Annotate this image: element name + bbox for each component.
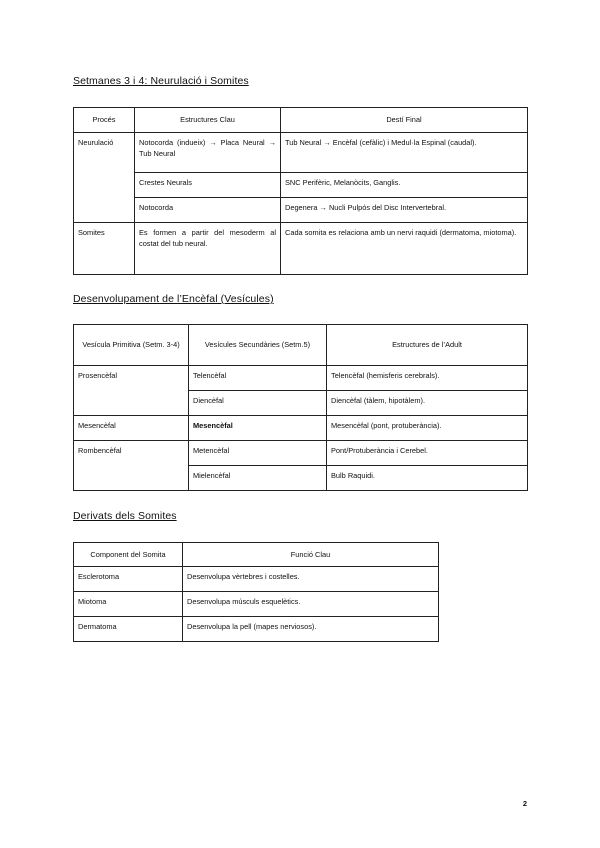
secondary-vesicle-cell: Metencèfal	[189, 441, 327, 466]
primary-vesicle-cell: Mesencèfal	[74, 416, 189, 441]
table-row	[74, 416, 528, 441]
primary-vesicle-cell: Rombencèfal	[74, 441, 189, 491]
table-row	[74, 133, 528, 173]
secondary-vesicle-cell: Diencèfal	[189, 391, 327, 416]
structure-cell: Crestes Neurals	[135, 173, 281, 198]
table-header-row	[74, 108, 528, 133]
column-header: Procés	[74, 108, 135, 133]
column-header: Estructures Clau	[135, 108, 281, 133]
table-row	[74, 441, 528, 466]
destiny-cell: Cada somita es relaciona amb un nervi raquidi (dermatoma, miotoma).	[281, 223, 528, 275]
section-heading-somite-derivatives: Derivats dels Somites	[73, 510, 177, 522]
process-cell: Neurulació	[74, 133, 135, 223]
structure-cell: Notocorda	[135, 198, 281, 223]
secondary-vesicle-cell: Telencèfal	[189, 366, 327, 391]
column-header: Funció Clau	[183, 543, 439, 567]
table-row	[74, 617, 439, 642]
function-cell: Desenvolupa músculs esquelètics.	[183, 592, 439, 617]
adult-structure-cell: Pont/Protuberància i Cerebel.	[327, 441, 528, 466]
secondary-vesicle-cell: Mesencèfal	[189, 416, 327, 441]
adult-structure-cell: Mesencèfal (pont, protuberància).	[327, 416, 528, 441]
secondary-vesicle-cell: Mielencèfal	[189, 466, 327, 491]
page-number: 2	[522, 799, 527, 808]
structure-cell: Notocorda (indueix) → Placa Neural → Tub Neural	[135, 133, 281, 173]
component-cell: Esclerotoma	[74, 567, 183, 592]
adult-structure-cell: Bulb Raquidi.	[327, 466, 528, 491]
table-row	[74, 173, 528, 198]
section-heading-brain-development: Desenvolupament de l’Encèfal (Vesícules)	[73, 293, 274, 305]
neurulation-table	[73, 107, 528, 275]
primary-vesicle-cell: Prosencèfal	[74, 366, 189, 416]
component-cell: Dermatoma	[74, 617, 183, 642]
column-header: Vesícules Secundàries (Setm.5)	[189, 325, 327, 366]
table-row	[74, 592, 439, 617]
destiny-cell: SNC Perifèric, Melanòcits, Ganglis.	[281, 173, 528, 198]
column-header: Component del Somita	[74, 543, 183, 567]
somite-derivatives-table	[73, 542, 439, 642]
function-cell: Desenvolupa vèrtebres i costelles.	[183, 567, 439, 592]
table-row	[74, 223, 528, 275]
table-header-row	[74, 325, 528, 366]
adult-structure-cell: Diencèfal (tàlem, hipotàlem).	[327, 391, 528, 416]
table-header-row	[74, 543, 439, 567]
table-row	[74, 198, 528, 223]
destiny-cell: Degenera → Nucli Pulpós del Disc Intervertebral.	[281, 198, 528, 223]
column-header: Estructures de l’Adult	[327, 325, 528, 366]
process-cell: Somites	[74, 223, 135, 275]
function-cell: Desenvolupa la pell (mapes nerviosos).	[183, 617, 439, 642]
destiny-cell: Tub Neural → Encèfal (cefàlic) i Medul·la Espinal (caudal).	[281, 133, 528, 173]
adult-structure-cell: Telencèfal (hemisferis cerebrals).	[327, 366, 528, 391]
column-header: Vesícula Primitiva (Setm. 3-4)	[74, 325, 189, 366]
column-header: Destí Final	[281, 108, 528, 133]
structure-cell: Es formen a partir del mesoderm al costat del tub neural.	[135, 223, 281, 275]
component-cell: Miotoma	[74, 592, 183, 617]
section-heading-neurulation: Setmanes 3 i 4: Neurulació i Somites	[73, 75, 249, 87]
table-row	[74, 366, 528, 391]
table-row	[74, 567, 439, 592]
vesicles-table	[73, 324, 528, 491]
